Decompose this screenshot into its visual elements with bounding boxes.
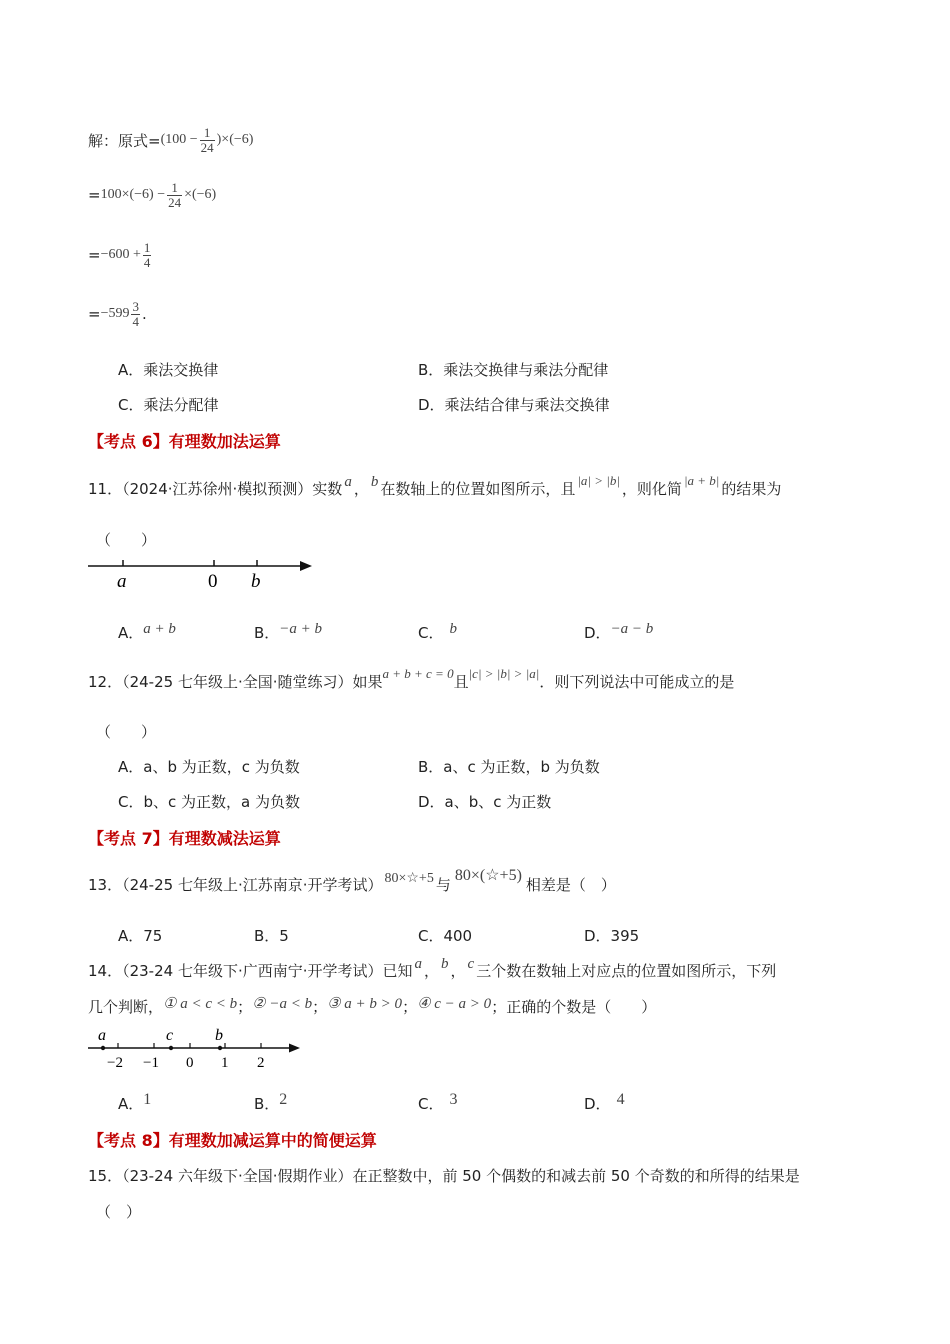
fraction-numerator: 1 (143, 240, 151, 255)
solution-line-2-expr: 100×(−6) − (100, 187, 166, 203)
q11-option-d-value: −a − b (610, 621, 654, 637)
q14-label-1: 1 (221, 1055, 229, 1071)
q13-expression-1: 80×☆+5 (384, 871, 434, 886)
q11-option-c[interactable] (418, 622, 457, 643)
q13-option-c[interactable]: C．400 (418, 927, 473, 945)
fraction-denominator: 4 (132, 313, 139, 329)
fraction-3-4 (131, 300, 140, 328)
q11-option-c-value: b (449, 621, 457, 637)
section-heading-7: 【考点 7】有理数减法运算 (88, 829, 281, 848)
fraction-denominator: 4 (143, 254, 151, 270)
fraction-numerator: 3 (132, 299, 139, 314)
fraction-denominator: 24 (168, 194, 182, 210)
q14-option-a[interactable] (118, 1090, 152, 1114)
q14-label-a: a (98, 1027, 106, 1044)
q13-text-3: 相差是（ ） (525, 876, 616, 894)
q15-paren: （ ） (96, 1203, 142, 1221)
q13-text-1: 13．（24-25 七年级上·江苏南京·开学考试） (88, 876, 383, 894)
section-heading-8: 【考点 8】有理数加减运算中的简便运算 (88, 1131, 377, 1150)
section-heading-6: 【考点 6】有理数加法运算 (88, 432, 281, 451)
q11-label-zero: 0 (208, 571, 218, 592)
q11-text-1: 11．（2024·江苏徐州·模拟预测）实数 (88, 480, 343, 498)
q11-label-b: b (251, 571, 261, 592)
q11-option-b[interactable] (254, 622, 322, 643)
solution-line-4-prefix: = (88, 305, 101, 324)
q14-judgment-4: ④ c − a > 0 (417, 996, 492, 1012)
q12-option-a[interactable]: A．a、b 为正数，c 为负数 (118, 758, 300, 776)
q14-option-b-value: 2 (279, 1090, 288, 1108)
q14-text-2: 三个数在数轴上对应点的位置如图所示，下列 (476, 962, 777, 980)
q12-option-c[interactable]: C．b、c 为正数，a 为负数 (118, 793, 300, 811)
solution-line-4 (88, 300, 147, 328)
q14-axis-arrow (289, 1044, 300, 1053)
solution-line-1-close: )×(−6) (216, 132, 254, 148)
q14-stem-line-1 (88, 956, 777, 981)
q14-option-d-value: 4 (616, 1090, 625, 1108)
q14-option-d-label: D． (584, 1095, 611, 1113)
q11-option-d[interactable] (584, 622, 653, 643)
solution-line-4-expr: −599 (100, 306, 130, 322)
q14-label-minus-2: −2 (107, 1055, 123, 1071)
q12-condition-2: |c| > |b| > |a| (468, 665, 540, 681)
q14-option-b-label: B． (254, 1095, 280, 1113)
q14-option-d[interactable] (584, 1090, 625, 1114)
q14-label-minus-1: −1 (143, 1055, 159, 1071)
fraction-numerator: 1 (171, 180, 178, 195)
q11-axis-arrow (300, 561, 312, 571)
q11-text-4: 的结果为 (721, 480, 782, 498)
q11-stem (88, 472, 782, 499)
q14-semicolon-1: ； (237, 998, 253, 1016)
q14-option-c-label: C． (418, 1095, 444, 1113)
q14-point-a (101, 1046, 105, 1050)
q12-paren: （ ） (96, 723, 157, 741)
q12-condition-1: a + b + c = 0 (382, 665, 454, 681)
solution-line-3 (88, 241, 153, 269)
solution-line-1 (88, 126, 253, 154)
q11-text-3: ，则化简 (621, 480, 682, 498)
q13-expression-2: 80×(☆+5) (454, 866, 522, 884)
q14-option-c-value: 3 (449, 1090, 458, 1108)
q12-option-b[interactable]: B．a、c 为正数，b 为负数 (418, 758, 600, 776)
q14-label-c: c (166, 1027, 174, 1044)
fraction-1-24-b (167, 181, 182, 209)
q14-option-a-label: A． (118, 1095, 144, 1113)
q12-stem (88, 665, 735, 692)
q11-option-b-label: B． (254, 624, 280, 642)
q14-option-a-value: 1 (143, 1090, 152, 1108)
fraction-numerator: 1 (203, 125, 211, 140)
q13-option-d[interactable]: D．395 (584, 927, 640, 945)
q14-text-1: 14．（23-24 七年级下·广西南宁·开学考试）已知 (88, 962, 413, 980)
q13-text-2: 与 (435, 876, 451, 894)
q11-number-line (86, 556, 326, 596)
q12-option-d[interactable]: D．a、b、c 为正数 (418, 793, 552, 811)
q11-option-a[interactable] (118, 622, 176, 643)
q10-option-d[interactable]: D．乘法结合律与乘法交换律 (418, 396, 610, 414)
solution-line-2-tail: ×(−6) (184, 187, 217, 203)
solution-line-1-open: (100 − (160, 132, 198, 148)
q14-point-c (169, 1046, 173, 1050)
q14-stem-line-2 (88, 996, 656, 1017)
q13-option-a[interactable]: A．75 (118, 927, 163, 945)
q14-line-2-end: ；正确的个数是（ ） (491, 998, 657, 1016)
q10-option-c[interactable]: C．乘法分配律 (118, 396, 219, 414)
q11-comma: ， (353, 480, 369, 498)
q14-semicolon-2: ； (312, 998, 328, 1016)
q14-var-a: a (414, 956, 422, 972)
q11-option-a-value: a + b (143, 621, 176, 637)
q14-label-2: 2 (257, 1055, 265, 1071)
solution-line-4-end: . (141, 305, 147, 324)
fraction-denominator: 24 (200, 139, 214, 155)
q11-option-b-value: −a + b (279, 621, 323, 637)
q13-option-b[interactable]: B．5 (254, 927, 289, 945)
q14-semicolon-3: ； (402, 998, 418, 1016)
q12-text-2: 且 (453, 673, 469, 691)
solution-line-1-prefix: 解：原式= (88, 131, 161, 150)
q10-option-b[interactable]: B．乘法交换律与乘法分配律 (418, 361, 609, 379)
q11-var-b: b (370, 474, 379, 490)
q11-condition: |a| > |b| (577, 472, 620, 488)
q15-stem: 15．（23-24 六年级下·全国·假期作业）在正整数中，前 50 个偶数的和减去前 50 个奇数的和所得的结果是 (88, 1167, 800, 1185)
q14-number-line (86, 1026, 316, 1072)
q11-label-a: a (117, 571, 127, 592)
q14-option-c[interactable] (418, 1090, 458, 1114)
q11-option-a-label: A． (118, 624, 144, 642)
q11-option-d-label: D． (584, 624, 611, 642)
q14-var-c: c (467, 956, 475, 972)
q13-stem (88, 866, 616, 895)
q14-var-b: b (441, 956, 449, 972)
q11-var-a: a (344, 474, 352, 490)
fraction-1-4 (143, 241, 152, 269)
q14-option-b[interactable] (254, 1090, 288, 1114)
q14-judgment-1: ① a < c < b (163, 996, 238, 1012)
q14-line-2-start: 几个判断， (88, 998, 164, 1016)
solution-line-3-prefix: = (88, 246, 101, 265)
solution-line-2 (88, 181, 216, 209)
q10-option-a[interactable]: A．乘法交换律 (118, 361, 219, 379)
q14-point-b (218, 1046, 222, 1050)
q14-judgment-3: ③ a + b > 0 (327, 996, 403, 1012)
q11-option-c-label: C． (418, 624, 444, 642)
q14-label-zero: 0 (186, 1055, 194, 1071)
q14-sep-1: ， (423, 962, 439, 980)
q11-paren: （ ） (96, 531, 157, 549)
q11-text-2: 在数轴上的位置如图所示，且 (380, 480, 576, 498)
q14-sep-2: ， (450, 962, 466, 980)
q14-judgment-2: ② −a < b (252, 996, 313, 1012)
fraction-1-24 (200, 126, 215, 154)
q12-text-3: ．则下列说法中可能成立的是 (539, 673, 735, 691)
solution-line-3-expr: −600 + (100, 247, 141, 263)
solution-line-2-prefix: = (88, 186, 101, 205)
q12-text-1: 12．（24-25 七年级上·全国·随堂练习）如果 (88, 673, 383, 691)
q11-expression: |a + b| (683, 472, 720, 488)
q14-label-b: b (215, 1027, 223, 1044)
